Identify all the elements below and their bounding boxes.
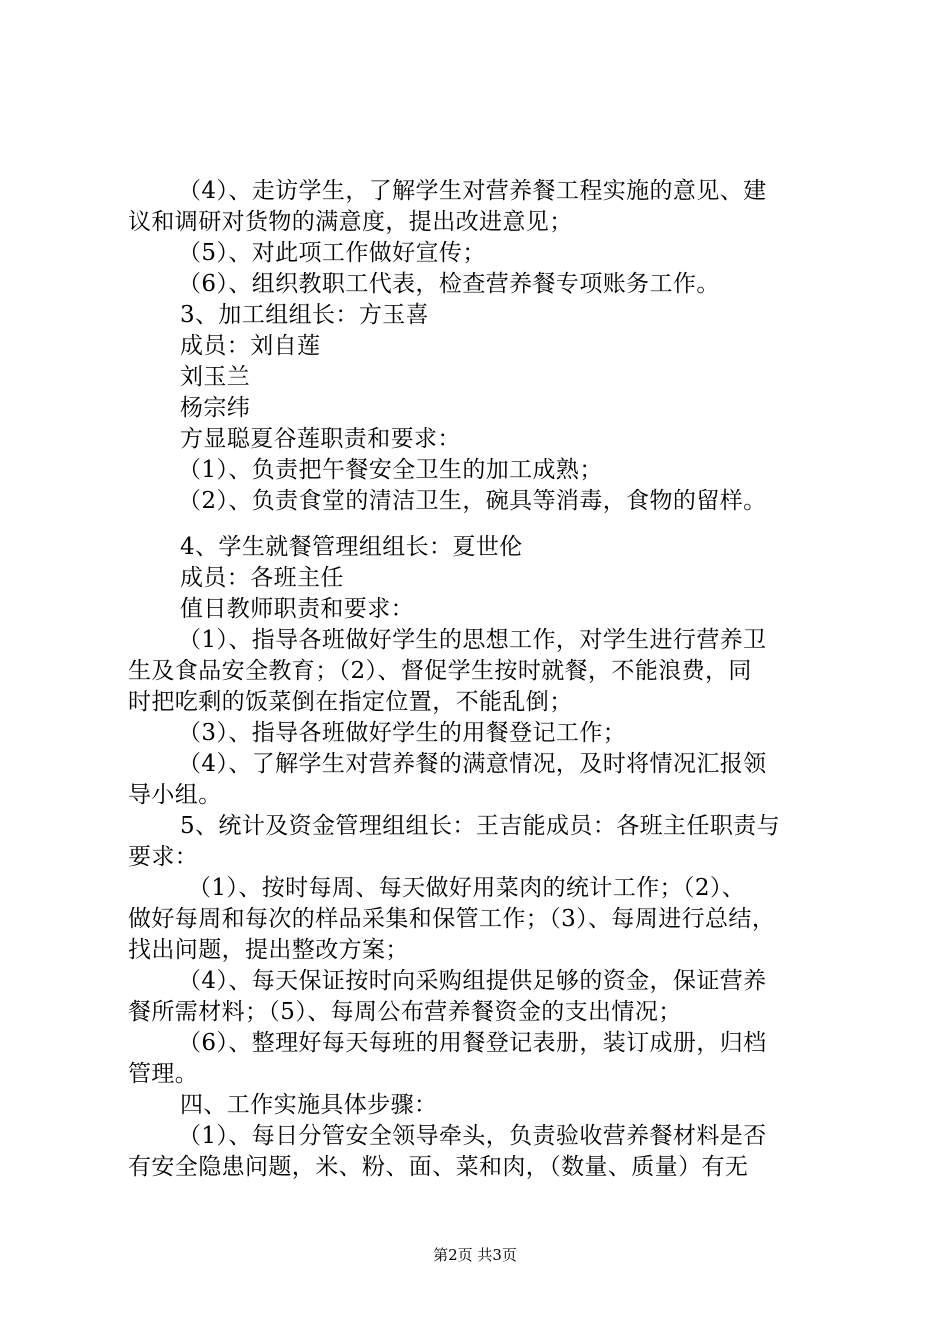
paragraph-line: 成员：各班主任: [180, 565, 344, 591]
paragraph-line: 议和调研对货物的满意度，提出改进意见；: [128, 209, 573, 235]
paragraph-line: 要求：: [128, 844, 199, 870]
document-body: [128, 176, 834, 1183]
paragraph-line: （4）、走访学生，了解学生对营养餐工程实施的意见、建: [178, 178, 767, 204]
page-footer: 第2页 共3页: [433, 1246, 517, 1264]
paragraph-line: 做好每周和每次的样品采集和保管工作；（3）、每周进行总结，: [128, 906, 776, 932]
paragraph-line: （2）、负责食堂的清洁卫生，碗具等消毒，食物的留样。: [178, 488, 767, 514]
paragraph-line: 生及食品安全教育；（2）、督促学生按时就餐，不能浪费，同: [128, 658, 752, 684]
paragraph-line: （6）、整理好每天每班的用餐登记表册，装订成册，归档: [178, 1030, 767, 1056]
paragraph-line: （1）、负责把午餐安全卫生的加工成熟；: [178, 457, 603, 483]
paragraph-line: （3）、指导各班做好学生的用餐登记工作；: [178, 720, 627, 746]
paragraph-line: （4）、每天保证按时向采购组提供足够的资金，保证营养: [178, 968, 767, 994]
section-heading: 5、统计及资金管理组组长：王吉能成员：各班主任职责与: [180, 813, 781, 839]
paragraph-line: （5）、对此项工作做好宣传；: [178, 240, 486, 266]
paragraph-line: （4）、了解学生对营养餐的满意情况，及时将情况汇报领: [178, 751, 767, 777]
section-heading: 3、加工组组长：方玉喜: [180, 302, 430, 328]
paragraph-line: 管理。: [128, 1061, 199, 1087]
paragraph-line: 找出问题，提出整改方案；: [128, 937, 409, 963]
paragraph-line: 餐所需材料；（5）、每周公布营养餐资金的支出情况；: [128, 999, 682, 1025]
blank-gap: [128, 517, 834, 532]
paragraph-line: 时把吃剩的饭菜倒在指定位置，不能乱倒；: [128, 689, 573, 715]
section-heading: 四、工作实施具体步骤：: [180, 1092, 438, 1118]
paragraph-line: （1）、每日分管安全领导牵头，负责验收营养餐材料是否: [178, 1123, 767, 1149]
section-heading: 4、学生就餐管理组组长：夏世伦: [180, 534, 523, 560]
paragraph-line: （6）、组织教职工代表，检查营养餐专项账务工作。: [178, 271, 720, 297]
paragraph-line: 成员：刘自莲: [180, 333, 321, 359]
paragraph-line: 导小组。: [128, 782, 222, 808]
paragraph-line: 方显聪夏谷莲职责和要求：: [180, 426, 461, 452]
paragraph-line: 有安全隐患问题，米、粉、面、菜和肉，（数量、质量）有无: [128, 1154, 749, 1180]
paragraph-line: 刘玉兰: [180, 364, 251, 390]
paragraph-line: （1）、按时每周、每天做好用菜肉的统计工作；（2）、: [188, 875, 746, 901]
paragraph-line: （1）、指导各班做好学生的思想工作，对学生进行营养卫: [178, 627, 767, 653]
paragraph-line: 值日教师职责和要求：: [180, 596, 414, 622]
paragraph-line: 杨宗纬: [180, 395, 251, 421]
